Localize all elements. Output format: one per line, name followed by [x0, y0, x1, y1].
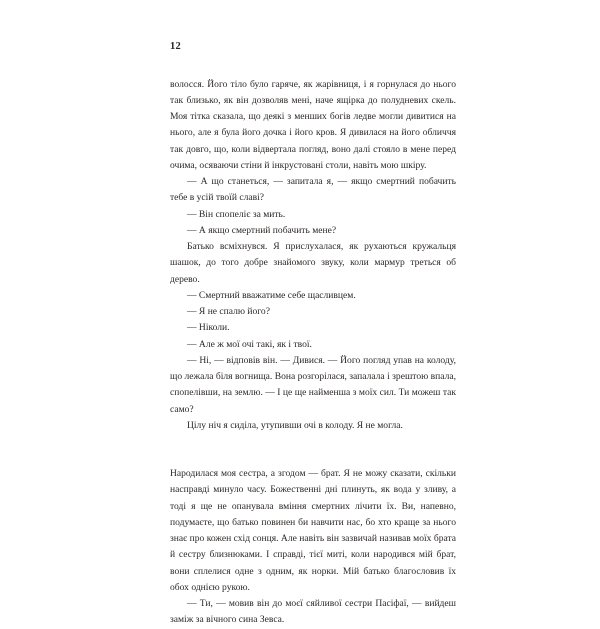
- paragraph-2: — А що станеться, — запитала я, — якщо смертний побачить тебе в усій твоїй славі?: [170, 176, 456, 204]
- paragraph-4: — А якщо смертний побачить мене?: [187, 224, 337, 236]
- page-text-block: [170, 42, 456, 629]
- paragraph-1: волосся. Його тіло було гаряче, як жарівниця, і я горнулася до нього так близько, як він дозволяв мені, наче ящірка до полудневих скель. Моя тітка сказала, що деякі з менших богів ледве могли дивитися на нього, але я була його дочка і його кров. Я дивилася на його обличчя так довго, що, коли відвертала погляд, воно далі стояло в мене перед очима, осяваючи стіни й інкрустовані столи, навіть мою шкіру.: [170, 78, 456, 171]
- paragraph-section-spacer: [170, 434, 456, 466]
- page-number: 12: [170, 41, 181, 52]
- paragraph-7: — Я не спалю його?: [187, 306, 270, 317]
- paragraph-3: — Він спопеліє за мить.: [187, 208, 286, 220]
- paragraph-10: — Ні, — відповів він. — Дивися. — Його погляд упав на колоду, що лежала біля вогнища. Вона розгорілася, запалала і зрештою впала, спопелівши, на землю. — І це ще найменша з моїх сил. Ти можеш так само?: [170, 354, 456, 415]
- paragraph-6: — Смертний вважатиме себе щасливцем.: [187, 289, 356, 301]
- paragraph-5: Батько всміхнувся. Я прислухалася, як рухаються кружальця шашок, до того добре знайомого звуку, коли мармур треться об дерево.: [170, 241, 456, 285]
- paragraph-11: Цілу ніч я сиділа, утупивши очі в колоду. Я не могла.: [187, 419, 403, 431]
- paragraph-13: — Ти, — мовив він до моєї сяйливої сестри Пасіфаї, — вийдеш заміж за вічного сина Зевса.: [170, 598, 456, 626]
- paragraph-12: Народилася моя сестра, а згодом — брат. Я не можу сказати, скільки насправді минуло часу. Божественні дні плинуть, як вода у зливу, а тоді я ще не опанувала вміння смертних лічити їх. Ви, напевно, подумаєте, що батько повинен би навчити нас, бо хто краще за нього знає про кожен схід сонця. Але навіть він зазвичай називав моїх брата й сестру близнюками. І справді, тієї миті, коли народився мій брат, вони сплелися одне з одним, як норки. Мій батько благословив їх обох однією рукою.: [170, 468, 456, 593]
- paragraph-9: — Але ж мої очі такі, як і твої.: [187, 338, 312, 350]
- paragraph-8: — Ніколи.: [187, 322, 230, 334]
